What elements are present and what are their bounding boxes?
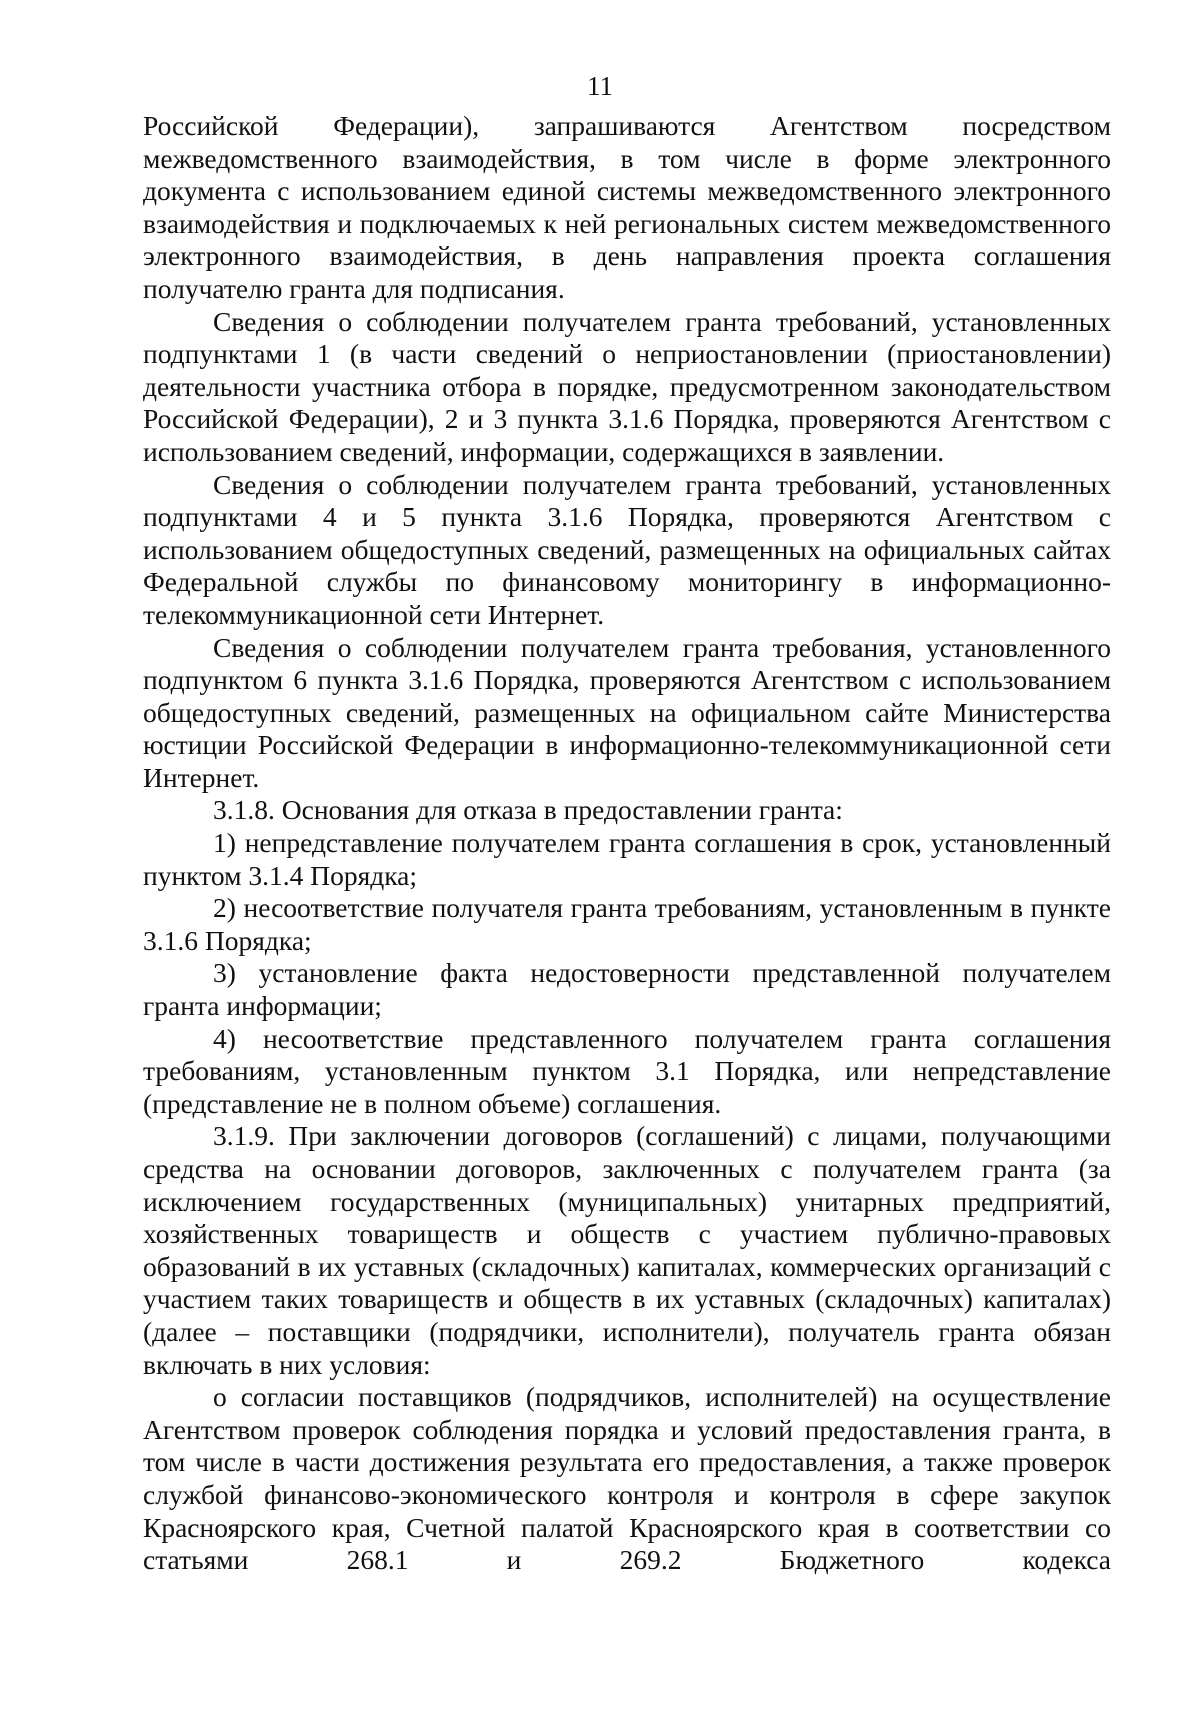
section-3-1-8-heading: 3.1.8. Основания для отказа в предоставлении гранта: [213, 794, 843, 826]
refusal-ground-1: 1) непредставление получателем гранта соглашения в срок, установленный пунктом 3.1.4 Порядка; [143, 827, 1111, 891]
refusal-ground-3: 3) установление факта недостоверности представленной получателем гранта информации; [143, 957, 1111, 1022]
paragraph-requirements-1-3: Сведения о соблюдении получателем гранта требований, установленных подпунктами 1 (в части сведений о неприостановлении (приостановлении) деятельности участника отбора в порядке, предусмотренном законодательством Российской Федерации), 2 и 3 пункта 3.1.6 Порядка, проверяются Агентством с использованием сведений, информации, содержащихся в заявлении. [143, 305, 1111, 467]
page-number: 11 [587, 71, 613, 101]
supplier-consent-condition: о согласии поставщиков (подрядчиков, исполнителей) на осуществление Агентством проверок соблюдения порядка и условий предоставления гранта, в том числе в части достижения результата его предоставления, а также проверок службой финансово-экономического контроля и контроля в сфере закупок Красноярского края, Счетной палатой Красноярского края в соответствии со статьями 268.1 и 269.2 Бюджетного кодекса [143, 1381, 1111, 1576]
refusal-ground-2: 2) несоответствие получателя гранта требованиям, установленным в пункте 3.1.6 Порядка; [143, 892, 1111, 956]
paragraph-requirements-4-5: Сведения о соблюдении получателем гранта требований, установленных подпунктами 4 и 5 пункта 3.1.6 Порядка, проверяются Агентством с использованием общедоступных сведений, размещенных на официальных сайтах Федеральной службы по финансовому мониторингу в информационно-телекоммуникационной сети Интернет. [143, 468, 1111, 630]
document-body [143, 110, 1111, 1577]
paragraph-continuation: Российской Федерации), запрашиваются Агентством посредством межведомственного взаимодействия, в том числе в форме электронного документа с использованием единой системы межведомственного электронного взаимодействия и подключаемых к ней региональных систем межведомственного электронного взаимодействия, в день направления проекта соглашения получателю гранта для подписания. [143, 110, 1111, 304]
section-3-1-9-paragraph: 3.1.9. При заключении договоров (соглашений) с лицами, получающими средства на основании договоров, заключенных с получателем гранта (за исключением государственных (муниципальных) унитарных предприятий, хозяйственных товариществ и обществ с участием публично-правовых образований в их уставных (складочных) капиталах, коммерческих организаций с участием таких товариществ и обществ в их уставных (складочных) капиталах) (далее – поставщики (подрядчики, исполнители), получатель гранта обязан включать в них условия: [143, 1120, 1111, 1380]
refusal-ground-4: 4) несоответствие представленного получателем гранта соглашения требованиям, установленным пунктом 3.1 Порядка, или непредставление (представление не в полном объеме) соглашения. [143, 1022, 1111, 1119]
paragraph-requirement-6: Сведения о соблюдении получателем гранта требования, установленного подпунктом 6 пункта 3.1.6 Порядка, проверяются Агентством с использованием общедоступных сведений, размещенных на официальном сайте Министерства юстиции Российской Федерации в информационно-телекоммуникационной сети Интернет. [143, 631, 1111, 793]
